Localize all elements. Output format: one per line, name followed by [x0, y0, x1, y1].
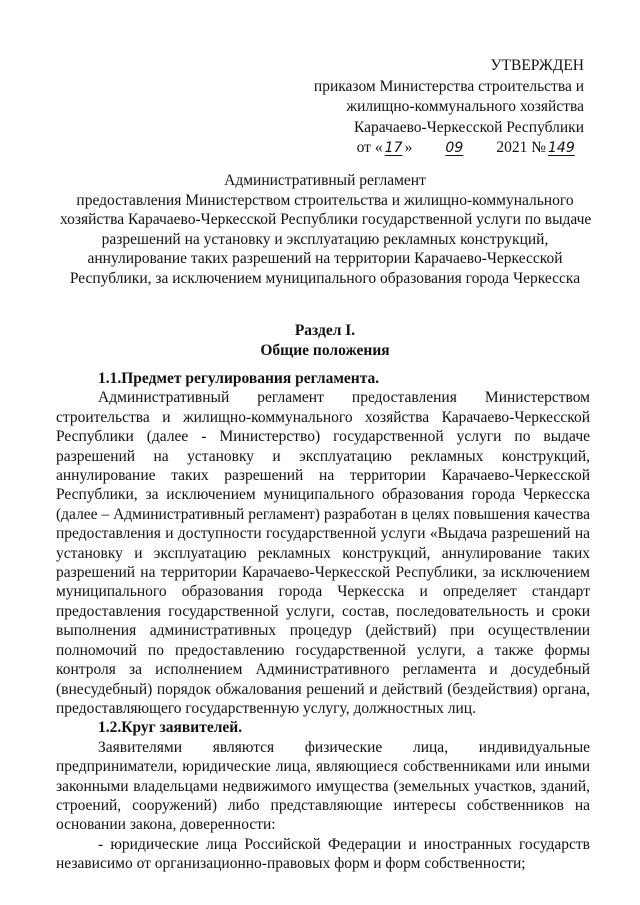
body-line: контроля за исполнением Административного регламента и досудебный — [56, 661, 590, 679]
title-line-1: Административный регламент — [224, 172, 426, 189]
date-close-quote: » — [404, 139, 413, 156]
body-line: (внесудебный) порядок обжалования решений и действий (бездействия) органа, — [56, 680, 590, 698]
body-line: предоставления и доступности государственной услуги «Выдача разрешений на — [56, 525, 590, 543]
document-title — [60, 171, 590, 288]
body-line: аннулирование таких разрешений на территории Карачаево-Черкесской — [56, 467, 590, 485]
approval-date-line — [314, 138, 584, 159]
body-line: разрешений на установку и эксплуатацию рекламных конструкций, — [56, 447, 590, 465]
order-number-handwritten: 149 — [548, 140, 575, 156]
body-line: полномочий по предоставлению государственной услуги, а также формы — [56, 641, 590, 659]
body-line: выполнения административных процедур (действий) при осуществлении — [56, 622, 590, 640]
body-line: предприниматели, юридические лица, являющиеся собственниками или иными — [56, 758, 590, 776]
section-heading — [60, 321, 590, 361]
title-line-3: хозяйства Карачаево-Черкесской Республики государственной услуги по выдаче — [60, 211, 592, 228]
approval-line-1: приказом Министерства строительства и — [313, 77, 584, 95]
body-line: основании закона, доверенности: — [56, 816, 276, 834]
date-day-handwritten: 17 — [384, 140, 403, 156]
title-line-5: аннулирование таких разрешений на территории Карачаево-Черкесской — [87, 250, 563, 267]
list-item: - юридические лица Российской Федерации и иностранных государств — [98, 835, 590, 853]
approval-line-2: жилищно-коммунального хозяйства — [346, 98, 584, 115]
number-sign: № — [531, 139, 546, 156]
body-line: Республики (далее - Министерство) государственной услуги по выдаче — [56, 428, 590, 446]
body-line: Республики, за исключением муниципального образования города Черкесска — [56, 486, 590, 504]
document-body — [56, 369, 590, 874]
approval-heading: УТВЕРЖДЕН — [490, 57, 584, 74]
body-line: предоставляющего государственную услугу, должностных лиц. — [56, 699, 476, 717]
body-line: разрешений на территории Карачаево-Черкесской Республики, за исключением — [56, 564, 590, 582]
body-line: Административный регламент предоставления Министерством — [98, 389, 590, 407]
body-line: Заявителями являются физические лица, индивидуальные — [98, 738, 590, 756]
date-year: 2021 — [496, 139, 528, 156]
body-line: (далее – Административный регламент) разработан в целях повышения качества — [56, 505, 590, 523]
title-line-4: разрешений на установку и эксплуатацию рекламных конструкций, — [101, 230, 549, 248]
body-line: строений, сооружений) либо представляющие интересы собственников на — [56, 796, 590, 814]
date-month-handwritten: 09 — [445, 140, 464, 156]
approval-line-3: Карачаево-Черкесской Республики — [354, 118, 584, 136]
body-line: независимо от организационно-правовых форм и форм собственности; — [56, 855, 526, 873]
body-line: законными владельцами недвижимого имущества (земельных участков, зданий, — [56, 777, 590, 795]
body-line: муниципального образования города Черкесска и определяет стандарт — [56, 583, 590, 601]
date-prefix: от « — [356, 139, 383, 156]
approval-block — [314, 56, 584, 159]
title-line-6: Республики, за исключением муниципального образования города Черкесска — [69, 269, 581, 287]
section-name: Общие положения — [260, 342, 390, 359]
body-line: предоставления государственной услуги, состав, последовательность и сроки — [56, 602, 590, 620]
section-number: Раздел I. — [294, 322, 356, 339]
body-line: строительства и жилищно-коммунального хозяйства Карачаево-Черкесской — [56, 408, 590, 426]
subsection-heading-1-2: 1.2.Круг заявителей. — [98, 719, 243, 737]
title-line-2: предоставления Министерством строительства и жилищно-коммунального — [76, 191, 574, 209]
subsection-heading-1-1: 1.1.Предмет регулирования регламента. — [98, 370, 380, 387]
body-line: установку и эксплуатацию рекламных конструкций, аннулирование таких — [56, 544, 590, 562]
